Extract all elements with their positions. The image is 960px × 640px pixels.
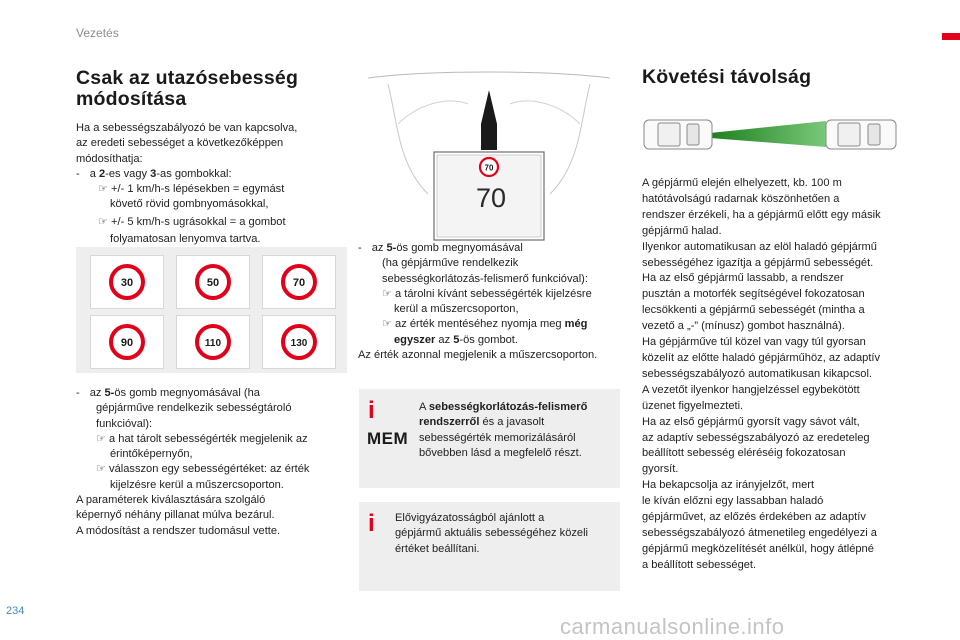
right-title: Követési távolság [642, 66, 812, 88]
mem-label: MEM [367, 429, 409, 448]
middle-item-block [358, 241, 620, 363]
paragraph-line: Ha gépjárműve túl közel van vagy túl gyorsan [642, 336, 866, 349]
speed-preset-value: 130 [290, 338, 308, 349]
left-title-line: Csak az utazósebesség [76, 67, 299, 89]
sub-item-step-5-cont: folyamatosan lenyomva tartva. [110, 233, 261, 246]
display-speed-value: 70 [475, 183, 507, 213]
arrow-bullet-icon: ☞ [382, 318, 392, 331]
info-box-memorize [359, 389, 620, 488]
info-box-advice-text: Elővigyázatosságból ajánlott a gépjármű aktuális sebességéhez közeli értéket beállítani. [395, 512, 589, 555]
paragraph-line: gépjármű megközelítését anélkül, hogy átlépné [642, 542, 874, 555]
sub-item-step-1-cont: követő rövid gombnyomásokkal, [110, 198, 269, 211]
following-distance-illustration [642, 111, 902, 161]
list-item-cont: gépjárműve rendelkezik sebességtároló [96, 402, 292, 415]
list-item-button-5: - az 5-ös gomb megnyomásával (ha [76, 387, 260, 399]
section-color-tab [942, 33, 960, 40]
paragraph-line: sebességszabályozó automatikusan kikapcsol. [642, 367, 873, 380]
middle-closing: Az érték azonnal megjelenik a műszercsoporton. [358, 349, 598, 362]
paragraph-line: hatótávolságú radarnak köszönhetően a [642, 192, 840, 205]
speed-preset-value: 50 [206, 277, 220, 289]
paragraph-line: gépjármű halad. [642, 224, 722, 237]
info-box-memorize-text: A sebességkorlátozás-felismerő rendszerről és a javasolt sebességérték memorizálásáról bővebben lásd a megfelelő részt. [419, 401, 588, 459]
sub-item-display: ☞ a hat tárolt sebességérték megjelenik az [96, 432, 308, 445]
paragraph-line: Ha az első gépjármű lassabb, a rendszer [642, 272, 844, 285]
paragraph-line: a beállított sebességet. [642, 558, 757, 571]
display-limit-value: 70 [484, 163, 494, 173]
list-item-cont: (ha gépjárműve rendelkezik [382, 257, 519, 270]
paragraph-line: A vezetőt ilyenkor hangjelzéssel egybekötött [642, 383, 860, 396]
paragraph-line: rendszer érzékeli, ha a gépjármű előtt egy másik [642, 208, 881, 221]
left-title-line: módosítása [76, 88, 187, 110]
left-intro-block [76, 121, 346, 247]
info-box-advice [359, 502, 620, 591]
sub-item-display-cont: érintőképernyőn, [110, 448, 193, 461]
page-number: 234 [6, 605, 25, 617]
speed-preset-tile [262, 255, 336, 309]
paragraph-line: üzenet figyelmezteti. [642, 399, 744, 412]
paragraph-line: Ha bekapcsolja az irányjelzőt, mert [642, 479, 815, 492]
arrow-bullet-icon: ☞ [96, 463, 106, 476]
sub-item-store-cont: kerül a műszercsoporton, [394, 303, 519, 316]
left-title [76, 68, 298, 110]
arrow-bullet-icon: ☞ [98, 183, 108, 196]
left-item2-block [76, 386, 346, 539]
section-header: Vezetés [76, 26, 119, 40]
closing-line: képernyő néhány pillanat múlva bezárul. [76, 509, 275, 522]
paragraph-line: sebességéhez igazítja a gépjármű sebességét. [642, 256, 874, 269]
paragraph-line: le kíván előzni egy lassabban haladó [642, 495, 824, 508]
sub-item-save: ☞ az érték mentéséhez nyomja meg még [382, 318, 588, 331]
sub-item-store: ☞ a tárolni kívánt sebességérték kijelzésre [382, 287, 592, 300]
info-icon: i [368, 510, 375, 537]
paragraph-line: Ilyenkor automatikusan az elöl haladó gépjármű [642, 240, 877, 253]
speed-preset-tile [262, 315, 336, 369]
list-item-button-5: - az 5-ös gomb megnyomásával [358, 242, 523, 254]
paragraph-line: beállított sebesség eléréséig fokozatosan [642, 447, 846, 460]
instrument-cluster-illustration [358, 64, 620, 244]
arrow-bullet-icon: ☞ [96, 432, 106, 445]
sub-item-save-cont: egyszer az 5-ös gombot. [394, 333, 518, 346]
list-item-buttons-2-3: - a 2-es vagy 3-as gombokkal: [76, 167, 232, 180]
intro-line: módosíthatja: [76, 152, 143, 165]
list-item-cont: sebességkorlátozás-felismerő funkcióval): [382, 272, 588, 285]
sub-item-select-cont: kijelzésre kerül a műszercsoporton. [110, 478, 284, 491]
arrow-bullet-icon: ☞ [382, 287, 392, 300]
paragraph-line: A gépjármű elején elhelyezett, kb. 100 m [642, 177, 842, 189]
speed-preset-tile [176, 255, 250, 309]
watermark: carmanualsonline.info [560, 614, 785, 639]
paragraph-line: közelít az előtte haladó gépjárműhöz, az adaptív [642, 351, 881, 364]
paragraph-line: sebességszabályozó átmenetileg engedélyezi a [642, 526, 877, 539]
paragraph-line: lecsökkenti a gépjármű sebességét (mintha a [642, 304, 865, 317]
list-item-cont: funkcióval): [96, 417, 153, 430]
speed-preset-tile [176, 315, 250, 369]
speed-preset-value: 110 [204, 338, 222, 349]
paragraph-line: gépjárművet, az előzés érdekében az adaptív [642, 511, 866, 524]
right-paragraph [642, 176, 910, 574]
speed-preset-value: 30 [120, 277, 134, 289]
speed-presets-illustration [76, 247, 347, 373]
speed-preset-tile [90, 315, 164, 369]
speed-preset-value: 70 [292, 277, 306, 289]
paragraph-line: Ha az első gépjármű gyorsít vagy sávot vált, [642, 415, 860, 428]
paragraph-line: vezető a „-” (mínusz) gombot használná). [642, 320, 845, 333]
intro-line: az eredeti sebességet a következőképpen [76, 137, 284, 150]
paragraph-line: gyorsít. [642, 463, 679, 476]
arrow-bullet-icon: ☞ [98, 215, 108, 228]
closing-line: A módosítást a rendszer tudomásul vette. [76, 524, 281, 537]
sub-item-step-5: ☞ +/- 5 km/h-s ugrásokkal = a gombot [98, 215, 286, 228]
info-icon: i [368, 397, 375, 424]
speed-preset-tile [90, 255, 164, 309]
intro-line: Ha a sebességszabályozó be van kapcsolva, [76, 122, 298, 134]
speed-preset-value: 90 [120, 337, 134, 349]
paragraph-line: pusztán a motorfék segítségével fokozatosan [642, 288, 865, 301]
sub-item-select: ☞ válasszon egy sebességértéket: az érték [96, 463, 310, 476]
paragraph-line: az adaptív sebességszabályozó az eredeteleg [642, 431, 870, 444]
closing-line: A paraméterek kiválasztására szolgáló [76, 494, 266, 507]
sub-item-step-1: ☞ +/- 1 km/h-s lépésekben = egymást [98, 183, 285, 196]
